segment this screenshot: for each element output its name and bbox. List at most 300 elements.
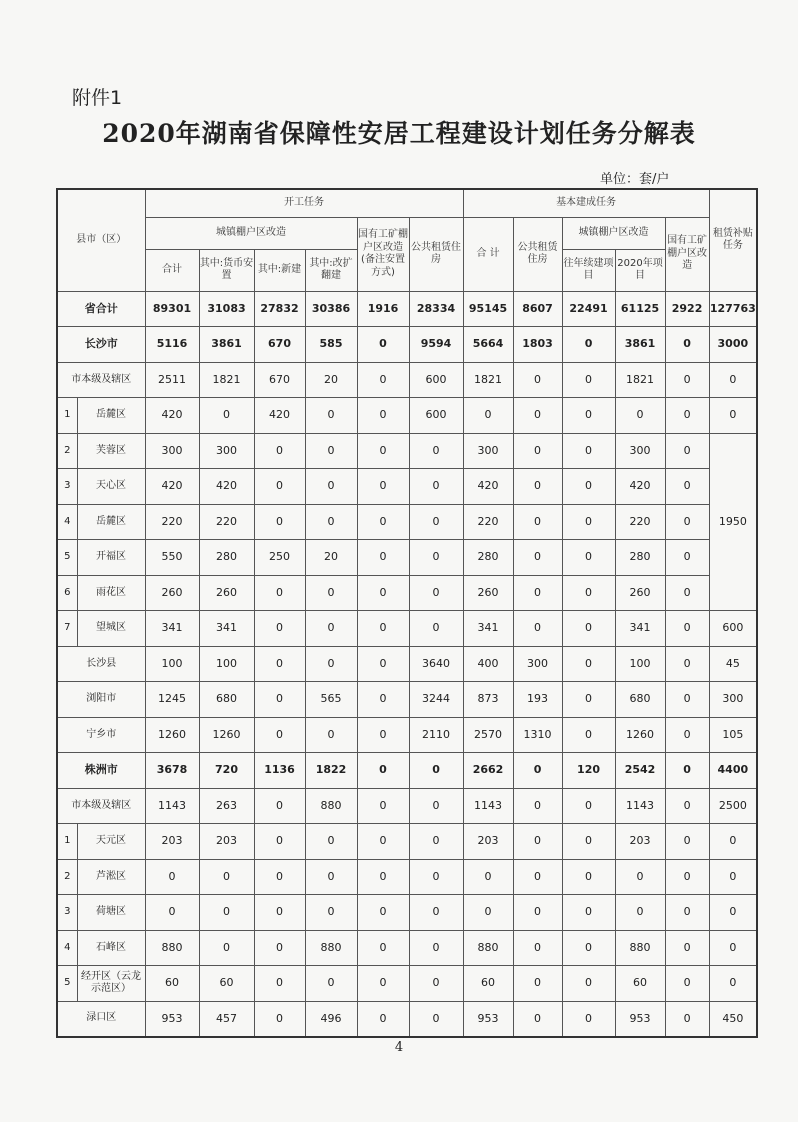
cell-value: 280 [615,540,665,576]
header-new: 其中:新建 [254,249,305,291]
cell-value: 0 [305,895,357,931]
row-name: 开福区 [77,540,145,576]
cell-value: 2500 [709,788,757,824]
cell-value: 0 [409,859,463,895]
cell-value: 0 [562,362,615,398]
row-name: 石峰区 [77,930,145,966]
cell-value: 45 [709,646,757,682]
header-bc-prev: 往年续建项目 [562,249,615,291]
cell-value: 0 [357,895,409,931]
cell-value: 0 [463,859,513,895]
header-basic-completion: 基本建成任务 [463,189,709,217]
cell-value: 0 [254,433,305,469]
cell-value: 1821 [463,362,513,398]
cell-value: 0 [665,540,709,576]
cell-value: 105 [709,717,757,753]
cell-value: 0 [562,646,615,682]
cell-value: 0 [562,895,615,931]
cell-value: 2922 [665,291,709,327]
cell-value: 260 [199,575,254,611]
cell-value: 0 [409,788,463,824]
cell-value: 0 [305,646,357,682]
cell-value: 0 [357,646,409,682]
cell-value: 420 [254,398,305,434]
cell-value: 450 [709,1001,757,1037]
table-row [57,611,757,647]
cell-value: 60 [199,966,254,1002]
row-index: 4 [57,504,77,540]
cell-value: 61125 [615,291,665,327]
row-name: 长沙县 [57,646,145,682]
cell-value: 100 [615,646,665,682]
page-number: 4 [394,1040,404,1055]
cell-value: 5116 [145,327,199,363]
cell-value: 0 [409,753,463,789]
cell-value: 3640 [409,646,463,682]
cell-value: 300 [199,433,254,469]
cell-value: 250 [254,540,305,576]
cell-value: 953 [463,1001,513,1037]
cell-value: 1916 [357,291,409,327]
cell-value: 0 [513,398,562,434]
cell-value: 100 [145,646,199,682]
cell-value: 0 [357,362,409,398]
cell-value: 880 [615,930,665,966]
cell-value: 0 [199,895,254,931]
header-start-tasks: 开工任务 [145,189,463,217]
cell-value: 220 [615,504,665,540]
page-title: 2020年湖南省保障性安居工程建设计划任务分解表 [102,119,696,148]
cell-value: 0 [562,966,615,1002]
cell-value: 953 [615,1001,665,1037]
cell-value: 0 [665,504,709,540]
row-name: 芦淞区 [77,859,145,895]
cell-value: 0 [357,398,409,434]
cell-value: 27832 [254,291,305,327]
cell-value: 220 [463,504,513,540]
header-bc-shanty: 城镇棚户区改造 [562,217,665,249]
row-index: 7 [57,611,77,647]
cell-value: 0 [409,895,463,931]
attachment-label: 附件1 [72,87,123,109]
cell-value: 0 [254,859,305,895]
row-name: 市本级及辖区 [57,362,145,398]
cell-value: 0 [665,575,709,611]
cell-value: 0 [409,824,463,860]
cell-value: 600 [709,611,757,647]
cell-value: 0 [199,398,254,434]
cell-value: 565 [305,682,357,718]
header-monetary: 其中:货币安置 [199,249,254,291]
cell-value: 0 [357,930,409,966]
cell-value: 0 [357,788,409,824]
row-name: 长沙市 [57,327,145,363]
cell-value: 260 [615,575,665,611]
cell-value: 300 [513,646,562,682]
cell-value: 0 [357,824,409,860]
table-row [57,1001,757,1037]
cell-value: 0 [562,575,615,611]
cell-value: 0 [665,398,709,434]
cell-value: 0 [615,859,665,895]
cell-value: 4400 [709,753,757,789]
cell-value: 0 [665,859,709,895]
cell-value: 0 [409,611,463,647]
cell-value: 5664 [463,327,513,363]
cell-value: 89301 [145,291,199,327]
cell-value: 0 [665,930,709,966]
table-row [57,717,757,753]
cell-value: 0 [254,895,305,931]
cell-value: 31083 [199,291,254,327]
cell-value: 1143 [463,788,513,824]
cell-value: 0 [357,966,409,1002]
cell-value: 0 [665,966,709,1002]
row-name: 渌口区 [57,1001,145,1037]
table-row [57,433,757,469]
header-bc-state-owned: 国有工矿棚户区改造 [665,217,709,291]
header-county: 县市（区） [57,189,145,291]
cell-value: 457 [199,1001,254,1037]
cell-value: 0 [254,575,305,611]
cell-value: 3861 [199,327,254,363]
cell-value: 953 [145,1001,199,1037]
row-name: 株洲市 [57,753,145,789]
row-name: 浏阳市 [57,682,145,718]
cell-value: 341 [199,611,254,647]
cell-value: 2662 [463,753,513,789]
cell-value: 0 [305,824,357,860]
cell-value: 3000 [709,327,757,363]
cell-value: 0 [562,788,615,824]
cell-value: 0 [709,895,757,931]
cell-value: 0 [305,717,357,753]
cell-value: 0 [305,575,357,611]
cell-value: 341 [463,611,513,647]
row-index: 5 [57,966,77,1002]
cell-value: 263 [199,788,254,824]
cell-value: 203 [145,824,199,860]
cell-value: 0 [513,859,562,895]
merged-rent-subsidy: 1950 [709,433,757,611]
cell-value: 0 [357,717,409,753]
cell-value: 670 [254,362,305,398]
cell-value: 496 [305,1001,357,1037]
row-name: 市本级及辖区 [57,788,145,824]
cell-value: 0 [254,788,305,824]
cell-value: 0 [357,682,409,718]
table-row [57,327,757,363]
cell-value: 0 [513,433,562,469]
cell-value: 0 [665,646,709,682]
cell-value: 600 [409,398,463,434]
table-row [57,291,757,327]
cell-value: 1803 [513,327,562,363]
cell-value: 0 [254,824,305,860]
cell-value: 0 [409,966,463,1002]
table-row [57,753,757,789]
cell-value: 0 [513,895,562,931]
cell-value: 28334 [409,291,463,327]
cell-value: 420 [145,469,199,505]
cell-value: 880 [463,930,513,966]
cell-value: 0 [562,398,615,434]
cell-value: 0 [357,859,409,895]
header-bc-total: 合 计 [463,217,513,291]
cell-value: 0 [463,895,513,931]
header-rent-subsidy: 租赁补贴任务 [709,189,757,291]
cell-value: 0 [665,362,709,398]
cell-value: 280 [463,540,513,576]
cell-value: 585 [305,327,357,363]
cell-value: 0 [513,611,562,647]
cell-value: 0 [305,611,357,647]
cell-value: 0 [254,469,305,505]
header-bc-public-rental: 公共租赁住房 [513,217,562,291]
cell-value: 680 [199,682,254,718]
cell-value: 0 [513,1001,562,1037]
cell-value: 220 [199,504,254,540]
cell-value: 0 [562,469,615,505]
cell-value: 22491 [562,291,615,327]
cell-value: 20 [305,540,357,576]
cell-value: 0 [513,930,562,966]
cell-value: 0 [357,575,409,611]
cell-value: 0 [562,682,615,718]
cell-value: 280 [199,540,254,576]
table-row [57,646,757,682]
cell-value: 341 [615,611,665,647]
cell-value: 0 [513,753,562,789]
cell-value: 0 [513,824,562,860]
cell-value: 0 [709,966,757,1002]
cell-value: 300 [463,433,513,469]
cell-value: 0 [513,469,562,505]
cell-value: 0 [665,433,709,469]
cell-value: 0 [513,788,562,824]
cell-value: 0 [409,540,463,576]
cell-value: 100 [199,646,254,682]
cell-value: 203 [463,824,513,860]
cell-value: 0 [145,859,199,895]
cell-value: 0 [254,1001,305,1037]
cell-value: 1260 [615,717,665,753]
table-row [57,682,757,718]
row-index: 5 [57,540,77,576]
cell-value: 420 [145,398,199,434]
cell-value: 0 [665,717,709,753]
cell-value: 0 [709,398,757,434]
row-index: 3 [57,895,77,931]
cell-value: 0 [665,824,709,860]
cell-value: 120 [562,753,615,789]
cell-value: 680 [615,682,665,718]
row-name: 天心区 [77,469,145,505]
cell-value: 300 [615,433,665,469]
cell-value: 0 [562,824,615,860]
table-row [57,575,757,611]
cell-value: 60 [145,966,199,1002]
cell-value: 0 [665,469,709,505]
cell-value: 1310 [513,717,562,753]
cell-value: 873 [463,682,513,718]
cell-value: 0 [665,895,709,931]
cell-value: 0 [357,753,409,789]
cell-value: 0 [409,1001,463,1037]
header-renovation: 其中:改扩翻建 [305,249,357,291]
cell-value: 0 [562,930,615,966]
cell-value: 0 [254,717,305,753]
cell-value: 670 [254,327,305,363]
cell-value: 0 [709,930,757,966]
cell-value: 30386 [305,291,357,327]
cell-value: 0 [357,540,409,576]
cell-value: 0 [513,966,562,1002]
cell-value: 1136 [254,753,305,789]
cell-value: 1143 [145,788,199,824]
cell-value: 0 [305,469,357,505]
cell-value: 0 [254,611,305,647]
row-index: 2 [57,433,77,469]
cell-value: 0 [254,682,305,718]
cell-value: 3244 [409,682,463,718]
row-name: 经开区（云龙示范区） [77,966,145,1002]
cell-value: 0 [562,540,615,576]
row-index: 4 [57,930,77,966]
cell-value: 0 [562,327,615,363]
row-index: 3 [57,469,77,505]
cell-value: 2542 [615,753,665,789]
cell-value: 1245 [145,682,199,718]
cell-value: 0 [357,1001,409,1037]
cell-value: 300 [145,433,199,469]
row-name: 岳麓区 [77,504,145,540]
cell-value: 0 [357,504,409,540]
row-name: 宁乡市 [57,717,145,753]
row-name: 岳麓区 [77,398,145,434]
cell-value: 0 [305,398,357,434]
cell-value: 0 [254,930,305,966]
cell-value: 1260 [199,717,254,753]
cell-value: 0 [463,398,513,434]
cell-value: 1821 [199,362,254,398]
cell-value: 0 [665,1001,709,1037]
table-row [57,540,757,576]
table-row [57,362,757,398]
cell-value: 3861 [615,327,665,363]
table-row [57,824,757,860]
table-row [57,895,757,931]
cell-value: 0 [615,398,665,434]
cell-value: 341 [145,611,199,647]
cell-value: 0 [513,540,562,576]
cell-value: 400 [463,646,513,682]
cell-value: 0 [305,504,357,540]
cell-value: 0 [357,611,409,647]
cell-value: 550 [145,540,199,576]
cell-value: 20 [305,362,357,398]
row-name: 望城区 [77,611,145,647]
cell-value: 1260 [145,717,199,753]
cell-value: 0 [513,575,562,611]
cell-value: 880 [305,930,357,966]
cell-value: 0 [562,611,615,647]
table-row [57,398,757,434]
header-shanty-town: 城镇棚户区改造 [145,217,357,249]
header-total: 合计 [145,249,199,291]
row-name: 荷塘区 [77,895,145,931]
table-row [57,966,757,1002]
cell-value: 0 [665,611,709,647]
cell-value: 220 [145,504,199,540]
row-index: 2 [57,859,77,895]
cell-value: 0 [615,895,665,931]
cell-value: 0 [409,469,463,505]
cell-value: 0 [709,362,757,398]
cell-value: 0 [254,504,305,540]
header-state-owned: 国有工矿棚户区改造(备注安置方式) [357,217,409,291]
cell-value: 0 [562,433,615,469]
cell-value: 60 [615,966,665,1002]
row-name: 芙蓉区 [77,433,145,469]
cell-value: 1143 [615,788,665,824]
cell-value: 0 [562,504,615,540]
cell-value: 2511 [145,362,199,398]
cell-value: 720 [199,753,254,789]
cell-value: 0 [709,824,757,860]
cell-value: 95145 [463,291,513,327]
cell-value: 0 [562,717,615,753]
cell-value: 0 [409,575,463,611]
table-row [57,788,757,824]
cell-value: 193 [513,682,562,718]
task-table [56,188,758,1038]
row-name: 雨花区 [77,575,145,611]
cell-value: 203 [615,824,665,860]
cell-value: 3678 [145,753,199,789]
cell-value: 0 [254,966,305,1002]
row-index: 1 [57,398,77,434]
table-row [57,930,757,966]
cell-value: 0 [357,327,409,363]
cell-value: 260 [145,575,199,611]
cell-value: 0 [562,859,615,895]
row-index: 6 [57,575,77,611]
cell-value: 0 [254,646,305,682]
cell-value: 0 [665,753,709,789]
row-index: 1 [57,824,77,860]
cell-value: 0 [665,788,709,824]
cell-value: 0 [305,966,357,1002]
cell-value: 0 [409,433,463,469]
cell-value: 0 [305,859,357,895]
table-row [57,859,757,895]
cell-value: 0 [199,859,254,895]
cell-value: 2110 [409,717,463,753]
row-name: 天元区 [77,824,145,860]
cell-value: 8607 [513,291,562,327]
cell-value: 880 [145,930,199,966]
unit-label: 单位：套/户 [600,172,670,187]
cell-value: 0 [709,859,757,895]
cell-value: 0 [145,895,199,931]
cell-value: 127763 [709,291,757,327]
cell-value: 880 [305,788,357,824]
cell-value: 2570 [463,717,513,753]
cell-value: 0 [665,327,709,363]
header-public-rental: 公共租赁住房 [409,217,463,291]
cell-value: 420 [199,469,254,505]
